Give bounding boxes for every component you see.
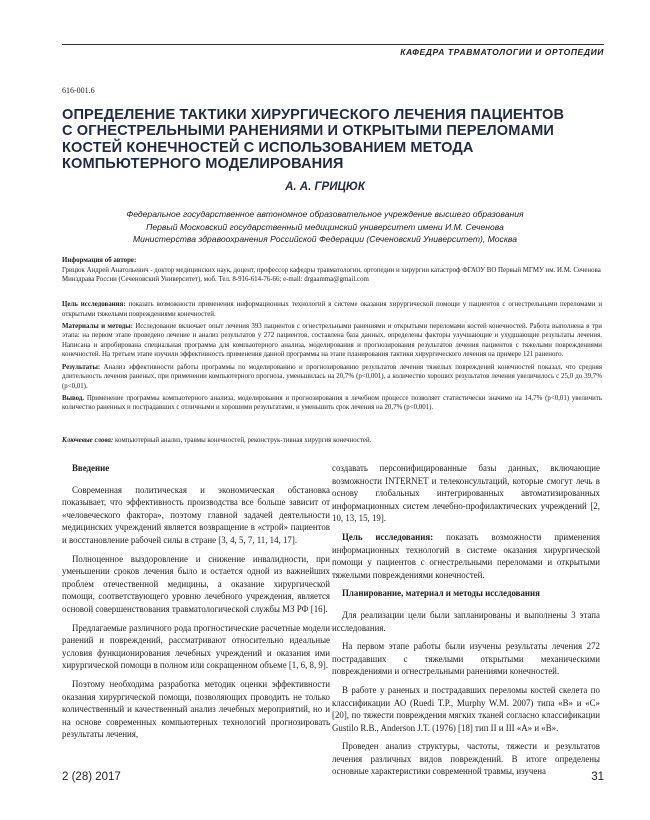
author-info <box>62 256 602 285</box>
issue-number: 2 (28) 2017 <box>62 771 121 783</box>
abstract-results-label: Результаты: <box>62 363 101 371</box>
title-line: ОПРЕДЕЛЕНИЕ ТАКТИКИ ХИРУРГИЧЕСКОГО ЛЕЧЕНИЯ ПАЦИЕНТОВ <box>62 107 565 123</box>
paragraph: Для реализации цели были запланированы и выполнены 3 этапа исследования. <box>332 609 600 633</box>
abstract-results-text: Анализ эффективности работы программы по моделированию и прогнозированию результатов лечения тяжелых повреждений конечностей показал, что средняя длительность лечения раненых, при применении компьютерного прогноза, уменьшилась на 20,7% (p<0,001), а количество хороших результатов лечения увеличилось с 25,0 до 39,7% (p<0,01). <box>62 363 602 390</box>
title-line: С ОГНЕСТРЕЛЬНЫМИ РАНЕНИЯМИ И ОТКРЫТЫМИ ПЕРЕЛОМАМИ <box>62 123 554 140</box>
affiliation <box>62 208 588 246</box>
intro-heading: Введение <box>72 463 110 473</box>
abstract-conclusion-text: Применение программы компьютерного анализа, моделирования и прогнозирования в лечебном процессе позволяет статистически значимо на 14,7% (p<0,01) увеличить количество раненных и пострадавших с отличными и хорошими результатами, и уменьшить срок лечения на 20,7% (p<0,001). <box>62 394 602 412</box>
paragraph: На первом этапе работы были изучены результаты лечения 272 пострадавших с тяжелыми открытыми механическими повреждениями и огнестрельными ранениями конечностей. <box>332 641 600 677</box>
abstract-methods-label: Материалы и методы: <box>62 322 133 330</box>
paragraph: Современная политическая и экономическая обстановка показывает, что эффективность производства все больше зависит от «человеческого фактора», поэтому главной задачей деятельности медицинских учреждений является возвращение в «строй» пациентов и восстановление рабочей силы в стране [3, 4, 5, 7, 11, 14, 17]. <box>62 484 330 545</box>
keywords-text: компьютерный анализ, травмы конечностей, реконструк-тивная хирургия конечностей. <box>115 437 372 444</box>
author-info-label: Информация об авторе: <box>62 257 137 264</box>
affiliation-line: Первый Московский государственный медицинский университет имени И.М. Сеченова <box>146 221 504 232</box>
title-line: КОМПЬЮТЕРНОГО МОДЕЛИРОВАНИЯ <box>62 156 344 173</box>
keywords <box>62 436 602 446</box>
page-number: 31 <box>591 771 604 783</box>
abstract <box>62 300 602 416</box>
keywords-label: Ключевые слова: <box>62 437 114 444</box>
affiliation-line: Министерства здравоохранения Российской Федерации (Сеченовский Университет), Москва <box>133 234 517 244</box>
abstract-conclusion <box>62 394 602 413</box>
paragraph: Поэтому необходима разработка методик оценки эффективности оказания хирургической помощи, позволяющих проводить не только количественный и качественный анализ лечебных мероприятий, но и на основе современных компьютерных технологий прогнозировать результаты лечения, <box>62 678 330 740</box>
abstract-results <box>62 363 602 392</box>
title-line: КОСТЕЙ КОНЕЧНОСТЕЙ С ИСПОЛЬЗОВАНИЕМ МЕТОДА <box>62 139 474 156</box>
paragraph: создавать персонифицированные базы данных, включающие возможности INTERNET и телеконсультаций, которые смогут лечь в основу глобальных интегрированных автоматизированных информационных систем лечебно-профилактических учреждений [2, 10, 13, 15, 19]. <box>332 463 600 524</box>
abstract-conclusion-label: Вывод. <box>62 394 85 402</box>
journal-section-header: КАФЕДРА ТРАВМАТОЛОГИИ И ОРТОПЕДИИ <box>400 47 604 57</box>
paragraph: Полноценное выздоровление и снижение инвалидности, при уменьшении сроков лечения было и остается одной из важнейших проблем отечественной медицины, а оказание хирургической помощи, соответствующего уровню лечебного учреждения, является основой совершенствования травматологической службы МЗ РФ [16]. <box>62 553 330 614</box>
methods-heading: Планирование, материал и методы исследования <box>342 588 540 599</box>
abstract-methods-text: Исследование включает опыт лечения 393 пациентов с огнестрельными ранениями и открытыми переломами костей конечностей. Работа выполнена в три этапа: на первом этапе проведено лечение и анализ результатов у 272 пациентов, составлена база данных, определены факторы улучшающие и ухудшающие результаты лечения. Написана и апробирована специальная программа для компьютерного анализа, моделирования и прогнозирования результатов лечения пациентов с тяжелыми повреждениями конечностей. На третьем этапе изучили эффективность применения данной программы на этапе планирования тактики хирургического лечения на примере 121 раненого. <box>62 322 602 359</box>
author-name: А. А. ГРИЦЮК <box>285 181 365 193</box>
header-rule <box>62 44 604 45</box>
abstract-goal-text: показать возможности применения информационных технологий в системе оказания хирургической помощи у пациентов с огнестрельными переломами и открытыми тяжелыми повреждениями конечностей. <box>62 301 603 318</box>
right-column <box>332 462 600 784</box>
paragraph: Предлагаемые различного рода прогностические расчетные модели ранений и повреждений, рассматривают относительно идеальные условия функционирования лечебных учреждений и оказания ими хирургической помощи в полном или сокращенном объеме [1, 6, 8, 9]. <box>62 622 330 671</box>
goal-paragraph <box>332 531 600 581</box>
abstract-goal <box>62 300 602 319</box>
abstract-goal-label: Цель исследования: <box>62 301 126 308</box>
goal-text: показать возможности применения информационных технологий в системе оказания хирургической помощи у пациентов с огнестрельными переломами и открытыми тяжелыми повреждениями конечностей. <box>332 531 601 580</box>
left-column <box>62 462 330 747</box>
author-info-text: Грицюк Андрей Анатольевич - доктор медицинских наук, доцент, профессор кафедры травматологии, ортопедии и хирургии катастроф ФГАОУ ВО Первый МГМУ им. И.М. Сеченова Минздрава России (Сеченовский Университет), моб. Тел. 8-916-614-76-66; e-mail: drgaamma@gmail.com <box>62 266 601 284</box>
affiliation-line: Федеральное государственное автономное образовательное учреждение высшего образования <box>126 209 524 219</box>
paragraph: Проведен анализ структуры, частоты, тяжести и результатов лечения различных видов повреждений. В итоге определены основные характеристики современной травмы, изучена <box>332 741 600 777</box>
article-title <box>62 107 602 173</box>
abstract-methods <box>62 322 602 360</box>
udc-code: 616-001.6 <box>62 86 95 95</box>
goal-label: Цель исследования: <box>342 531 434 542</box>
paragraph: В работе у раненых и пострадавших переломы костей скелета по классификации АО (Ruedi T.P., Murphy W.M. 2007) типа «В» и «С» [20], по тяжести повреждения мягких тканей согласно классификации Gustilo R.B., Anderson J.T. (1976) [18] тип II и III «А» и «В». <box>332 684 600 733</box>
